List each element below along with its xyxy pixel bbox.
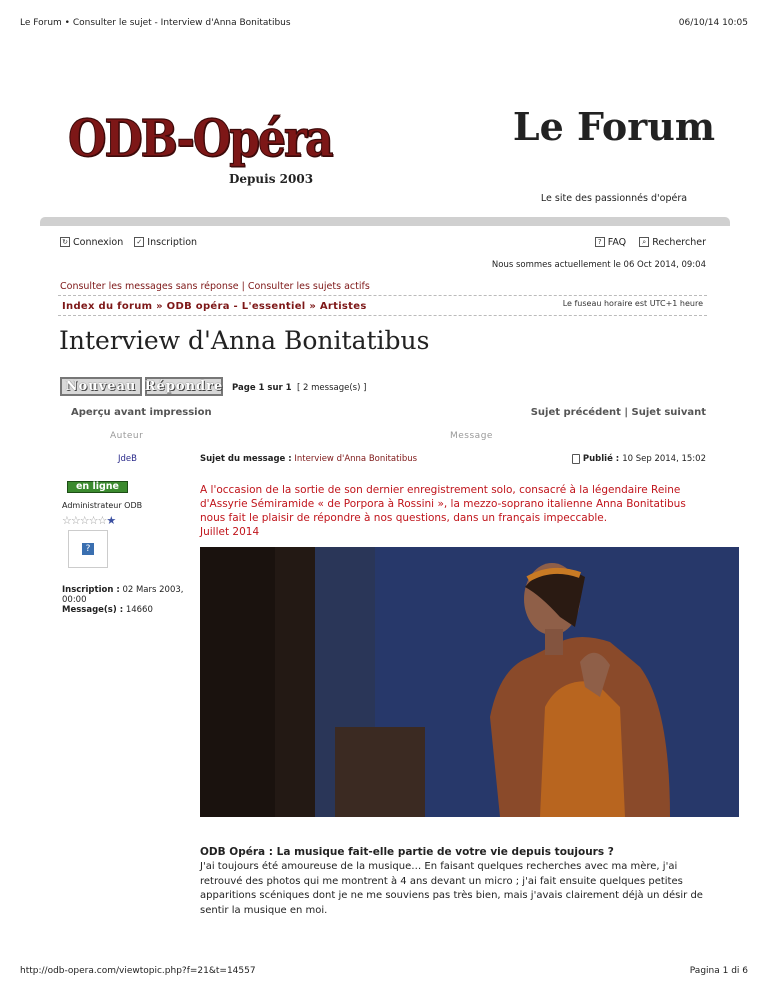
intro-date: Juillet 2014 xyxy=(200,526,260,538)
post-subject xyxy=(200,454,417,464)
reply-button[interactable]: Répondre xyxy=(144,379,224,394)
logo-subtitle: Depuis 2003 xyxy=(229,172,314,186)
site-tagline: Le site des passionnés d'opéra xyxy=(540,193,688,204)
help-icon: ? xyxy=(595,237,605,247)
login-link[interactable] xyxy=(60,237,123,248)
page-title[interactable]: Interview d'Anna Bonitatibus xyxy=(59,326,430,355)
print-title: Le Forum • Consulter le sujet - Interview d'Anna Bonitatibus xyxy=(20,18,291,28)
post-date xyxy=(572,454,706,464)
top-nav xyxy=(60,236,706,248)
print-datetime: 06/10/14 10:05 xyxy=(678,18,748,28)
register-link[interactable] xyxy=(134,237,197,248)
intro-text: A l'occasion de la sortie de son dernier enregistrement solo, consacré à la légendaire Reine d'Assyrie Sémiramide « de Porpora à Rossini », la mezzo-soprano italienne Anna Bonitatibus nous fait le plaisir de répondre à nos questions, dans un français impeccable. xyxy=(200,484,686,524)
messages-label: Message(s) : xyxy=(62,605,124,615)
rank-stars-icon: ☆☆☆☆☆★ xyxy=(62,514,116,527)
footer-url: http://odb-opera.com/viewtopic.php?f=21&t=14557 xyxy=(20,966,256,976)
current-date: Nous sommes actuellement le 06 Oct 2014, 09:04 xyxy=(491,260,706,270)
portrait-image xyxy=(200,547,739,817)
subject-link[interactable]: Interview d'Anna Bonitatibus xyxy=(294,454,418,464)
print-header xyxy=(20,18,748,28)
author-profile xyxy=(62,585,187,615)
login-icon: ↻ xyxy=(60,237,70,247)
prev-next-links[interactable]: Sujet précédent | Sujet suivant xyxy=(530,407,706,418)
site-logo[interactable] xyxy=(64,110,344,192)
subject-label: Sujet du message : xyxy=(200,454,292,464)
online-badge: en ligne xyxy=(67,481,128,493)
messages-value: 14660 xyxy=(125,605,153,615)
interview-question: ODB Opéra : La musique fait-elle partie de votre vie depuis toujours ? xyxy=(200,846,614,858)
breadcrumb-bar xyxy=(58,295,707,316)
logo-text: ODB-Opéra xyxy=(68,110,332,169)
avatar xyxy=(68,530,108,568)
column-message: Message xyxy=(450,431,493,441)
message-count: [ 2 message(s) ] xyxy=(297,383,367,393)
column-author: Auteur xyxy=(110,431,144,441)
register-icon: ✓ xyxy=(134,237,144,247)
faq-link[interactable] xyxy=(595,237,626,248)
posted-value: 10 Sep 2014, 15:02 xyxy=(622,454,706,464)
register-label: Inscription xyxy=(147,236,198,248)
pagination-info xyxy=(232,383,366,393)
breadcrumb[interactable]: Index du forum » ODB opéra - L'essentiel » Artistes xyxy=(62,301,367,312)
joined-label: Inscription : xyxy=(62,585,120,595)
quick-links[interactable]: Consulter les messages sans réponse | Consulter les sujets actifs xyxy=(60,281,370,292)
interview-answer: J'ai toujours été amoureuse de la musique… En faisant quelques recherches avec ma mère, j'ai retrouvé des photos qui me montrent à 4 ans devant un micro ; j'ai fait ensuite quelques petites apparitions scéniques dont je ne me souviens pas très bien, mais j'avais clairement déjà un désir de sentir la musique en moi. xyxy=(200,861,703,916)
timezone-info: Le fuseau horaire est UTC+1 heure xyxy=(562,299,703,308)
search-label: Rechercher xyxy=(652,236,706,248)
site-title: Le Forum xyxy=(512,104,716,149)
print-preview-link[interactable]: Aperçu avant impression xyxy=(71,407,212,418)
post-photo xyxy=(200,547,739,817)
faq-label: FAQ xyxy=(607,236,627,248)
avatar-placeholder-icon: ? xyxy=(82,543,94,555)
search-icon: ⌕ xyxy=(639,237,649,247)
posted-label: Publié : xyxy=(582,454,620,464)
post-intro xyxy=(200,483,712,539)
search-link[interactable] xyxy=(639,237,706,248)
header-bar xyxy=(40,217,730,226)
post-author[interactable]: JdeB xyxy=(118,454,137,464)
author-role: Administrateur ODB xyxy=(62,501,143,510)
joined-value: 02 Mars 2003, 00:00 xyxy=(62,585,184,605)
page-number: Page 1 sur 1 xyxy=(232,383,292,393)
new-topic-button[interactable]: Nouveau xyxy=(60,377,142,396)
footer-page-number: Pagina 1 di 6 xyxy=(689,966,748,976)
login-label: Connexion xyxy=(73,236,124,248)
post-icon xyxy=(572,454,580,464)
